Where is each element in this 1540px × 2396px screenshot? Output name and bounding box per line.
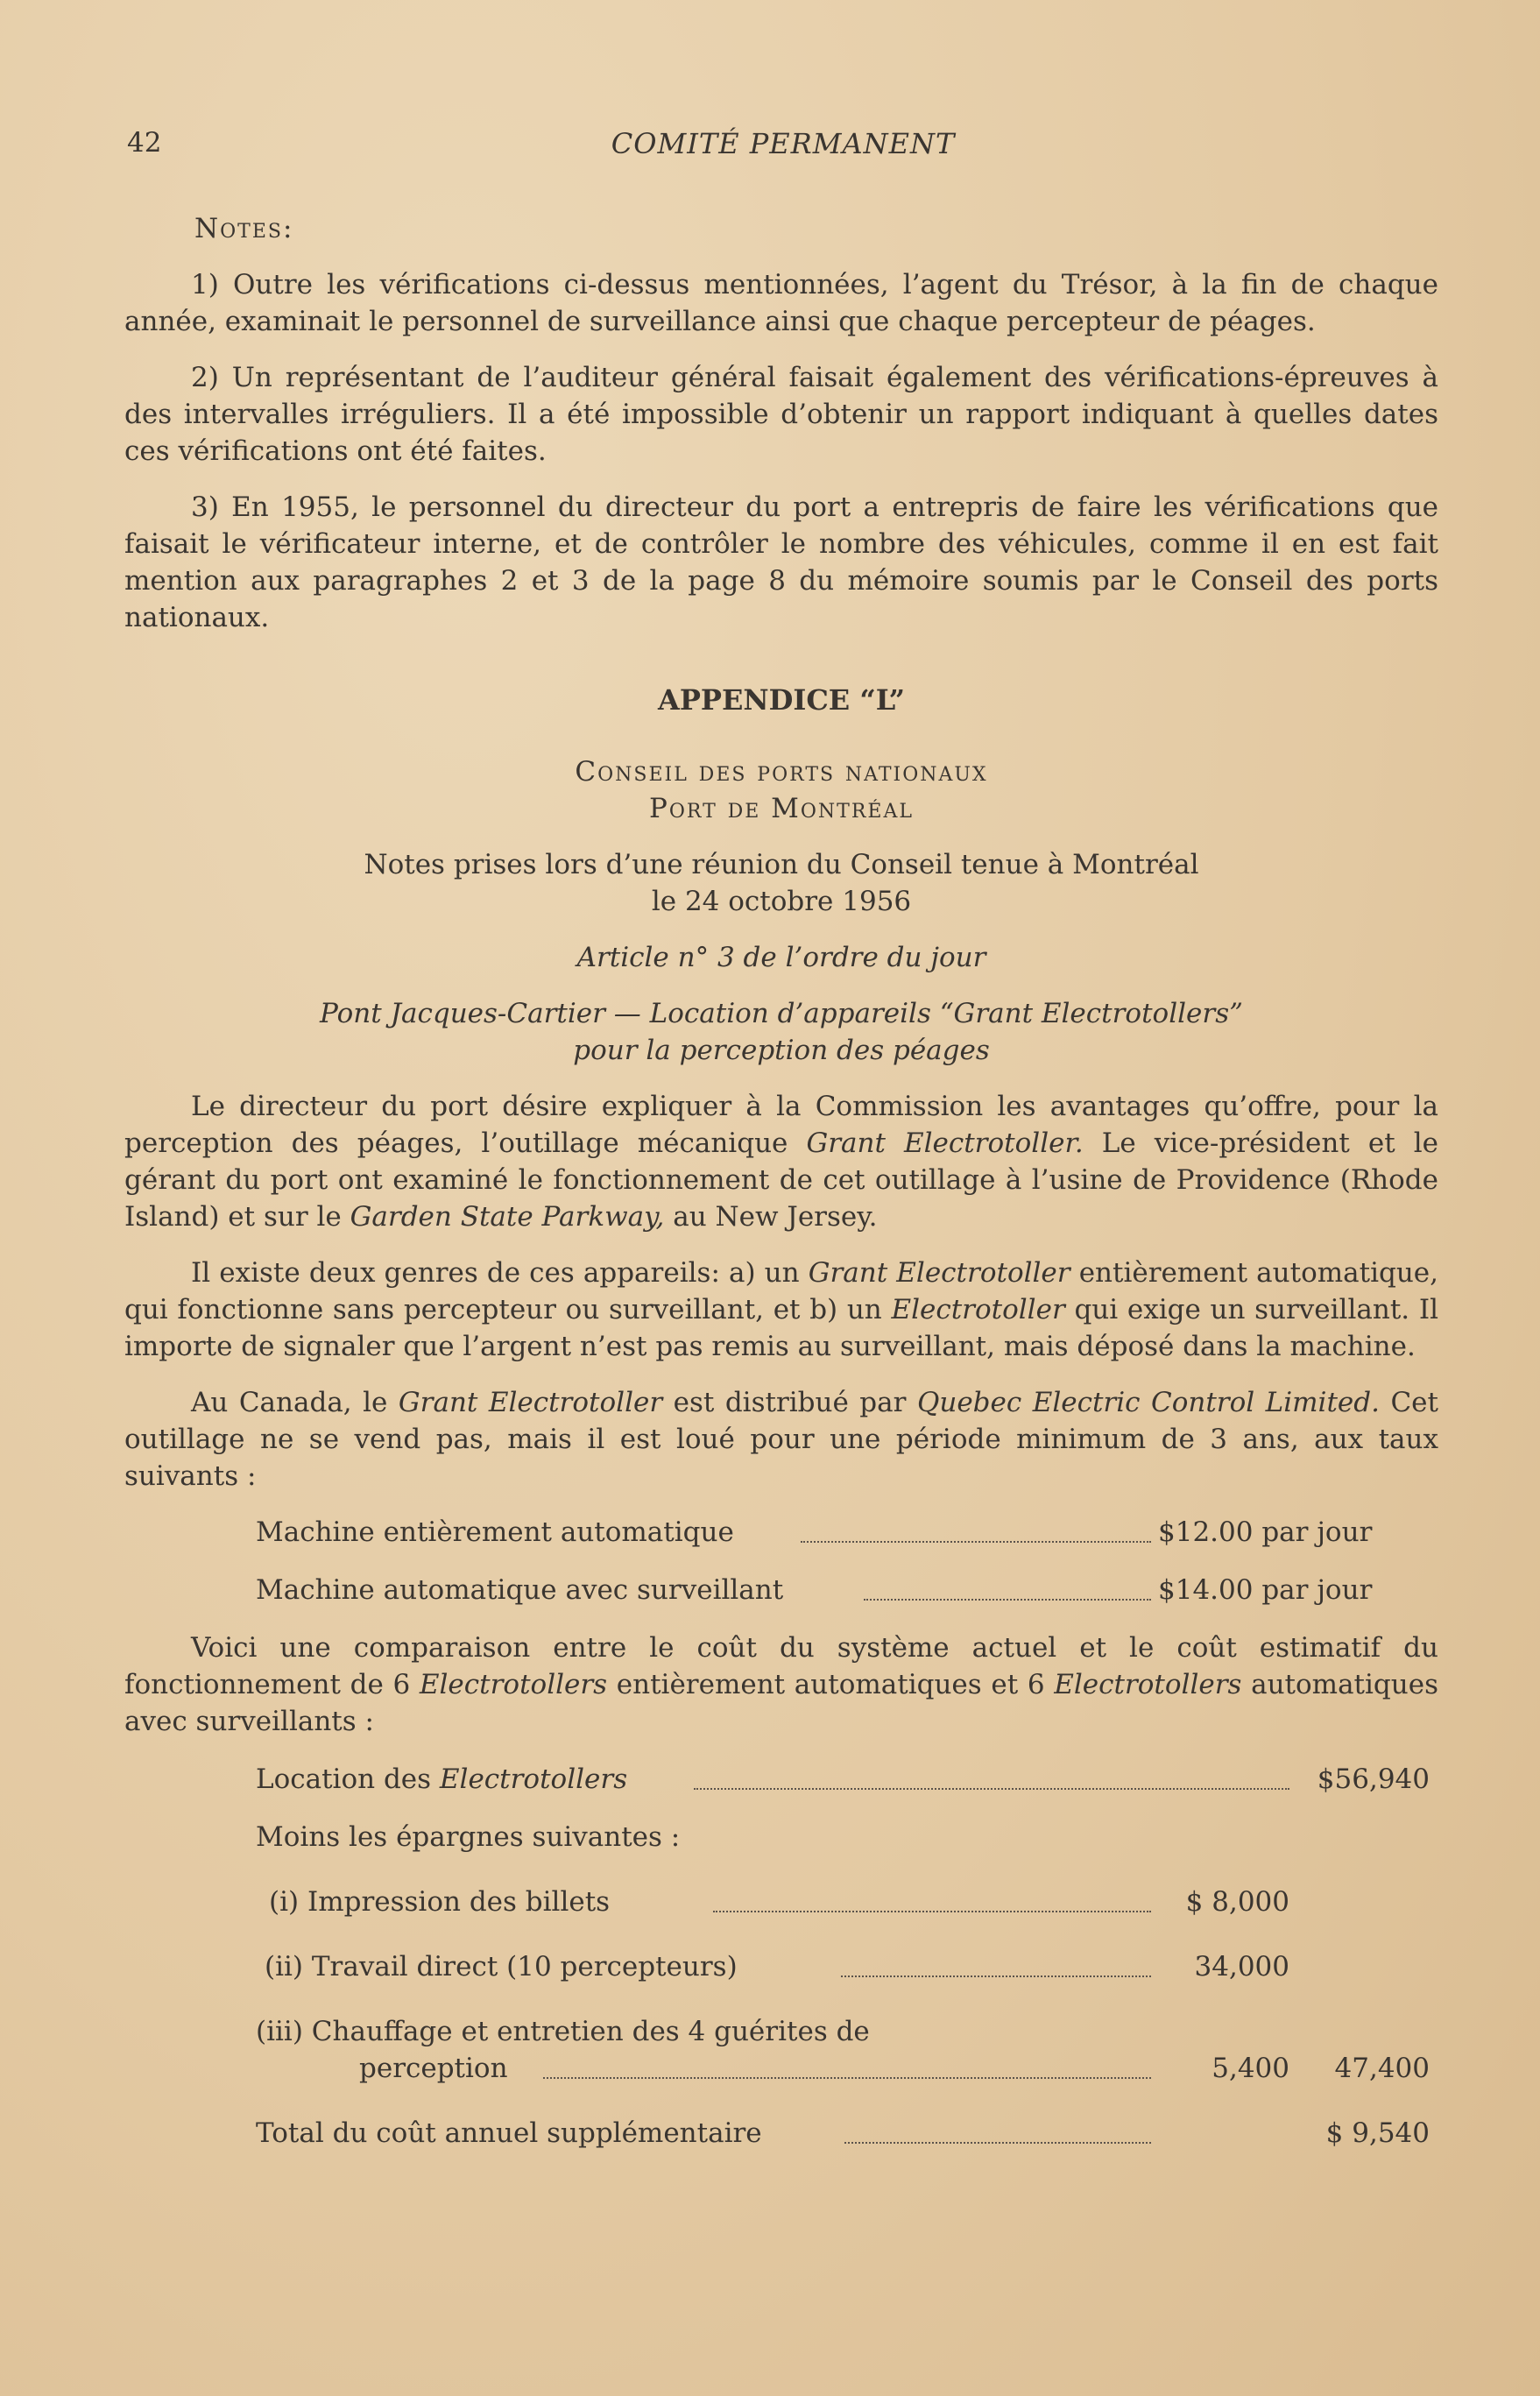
agenda-item: Article n° 3 de l’ordre du jour — [576, 942, 986, 973]
page-number: 42 — [127, 127, 162, 159]
cost-row-heating-line2: perception 5,400 47,400 — [359, 2053, 1430, 2084]
cost-row-labour: (ii) Travail direct (10 percepteurs) 34,000 — [265, 1951, 1289, 1983]
rate-row-attended: Machine automatique avec surveillant $14.00 par jour — [256, 1574, 1373, 1606]
appendix-title: APPENDICE “L” — [658, 683, 905, 717]
cost-row-printing: (i) Impression des billets $ 8,000 — [269, 1886, 1289, 1918]
note-2: 2) Un représentant de l’auditeur général faisait également des vérifications-épreuves à des intervalles irréguliers. Il a été impossible d’obtenir un rapport indiquant à quelles dates ces vérifications ont été faites. — [124, 362, 1438, 467]
meeting-line-1: Notes prises lors d’une réunion du Conseil tenue à Montréal — [364, 849, 1199, 880]
subject-line-1: Pont Jacques-Cartier — Location d’appareils “Grant Electrotollers” — [320, 998, 1243, 1029]
page-header — [127, 127, 1439, 171]
note-1: 1) Outre les vérifications ci-dessus mentionnées, l’agent du Trésor, à la fin de chaque année, examinait le personnel de surveillance ainsi que chaque percepteur de péages. — [124, 269, 1438, 337]
cost-row-rental: Location des Electrotollers $56,940 — [256, 1763, 1430, 1795]
rate-row-automatic: Machine entièrement automatique $12.00 par jour — [256, 1516, 1373, 1548]
org-port: Port de Montréal — [649, 793, 914, 824]
paragraph-4: Voici une comparaison entre le coût du système actuel et le coût estimatif du fonctionnement de 6 Electrotollers entièrement automatiques et 6 Electrotollers automatiques avec surveillants : — [124, 1632, 1438, 1737]
cost-row-total: Total du coût annuel supplémentaire $ 9,540 — [256, 2117, 1430, 2149]
cost-row-heating-line1: (iii) Chauffage et entretien des 4 guérites de — [256, 2016, 870, 2047]
paragraph-2: Il existe deux genres de ces appareils: a) un Grant Electrotoller entièrement automatique, qui fonctionne sans percepteur ou surveillant, et b) un Electrotoller qui exige un surveillant. Il importe de signaler que l’argent n’est pas remis au surveillant, mais déposé dans la machine. — [124, 1257, 1438, 1362]
page-content — [124, 210, 1438, 2152]
meeting-line-2: le 24 octobre 1956 — [651, 886, 912, 917]
note-3: 3) En 1955, le personnel du directeur du port a entrepris de faire les vérifications que faisait le vérificateur interne, et de contrôler le nombre des véhicules, comme il en est fait mention aux paragraphes 2 et 3 de la page 8 du mémoire soumis par le Conseil des ports nationaux. — [124, 491, 1438, 633]
subject-line-2: pour la perception des péages — [573, 1035, 990, 1066]
running-title: COMITÉ PERMANENT — [611, 127, 956, 160]
paragraph-1: Le directeur du port désire expliquer à la Commission les avantages qu’offre, pour la perception des péages, l’outillage mécanique Grant Electrotoller. Le vice-président et le gérant du port ont examiné le fonctionnement de cet outillage à l’usine de Providence (Rhode Island) et sur le Garden State Parkway, au New Jersey. — [124, 1091, 1438, 1233]
cost-row-less: Moins les épargnes suivantes : — [256, 1821, 681, 1853]
notes-heading: Notes: — [194, 213, 294, 244]
paragraph-3: Au Canada, le Grant Electrotoller est distribué par Quebec Electric Control Limited. Cet outillage ne se vend pas, mais il est loué pour une période minimum de 3 ans, aux taux suivants : — [124, 1387, 1438, 1492]
org-name: Conseil des ports nationaux — [575, 756, 988, 788]
